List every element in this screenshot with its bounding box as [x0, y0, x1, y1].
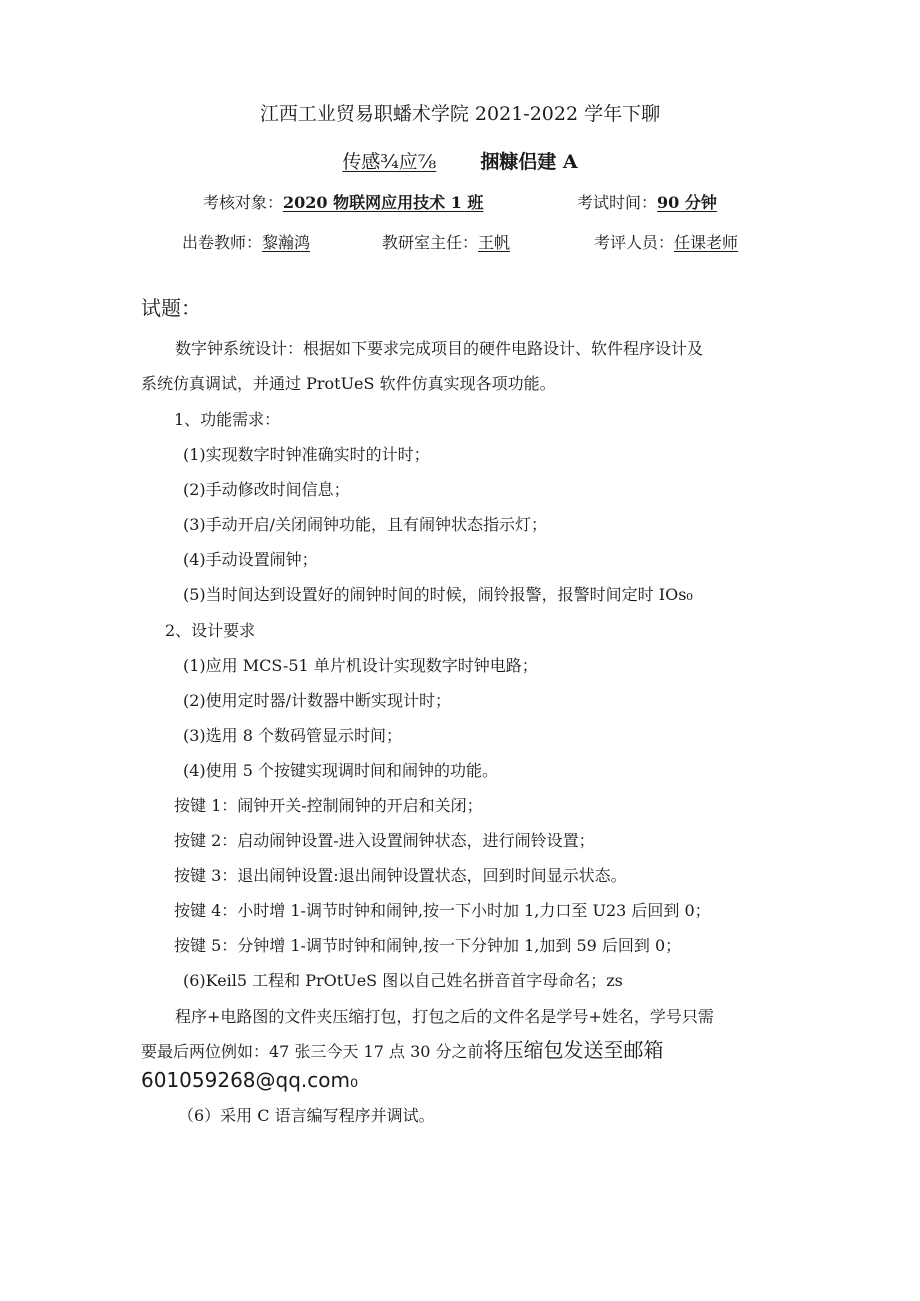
requirement-2-item-6a: (6)Keil5 工程和 PrOtUeS 图以自己姓名拼音首字母命名；zs [183, 971, 623, 990]
requirement-1-item: (4)手动设置闹钟； [183, 550, 318, 569]
email-address: 601059268@qq.com₀ [141, 1068, 359, 1092]
requirement-2-item: (3)选用 8 个数码管显示时间； [183, 726, 403, 745]
requirement-1-item: (3)手动开启/关闭闹钟功能，且有闹钟状态指示灯； [183, 515, 548, 534]
teacher-label: 出卷教师： [182, 233, 263, 252]
reviewer-value: 任课老师 [674, 233, 739, 252]
exam-director [382, 232, 510, 254]
intro-line-2: 系统仿真调试，并通过 ProtUeS 软件仿真实现各项功能。 [141, 374, 556, 393]
requirement-1-item: (1)实现数字时钟准确实时的计时； [183, 445, 430, 464]
exam-target [203, 192, 483, 214]
key-description: 按键 2：启动闹钟设置-进入设置闹钟状态，进行闹铃设置； [174, 831, 595, 850]
requirement-2-item: (1)应用 MCS-51 单片机设计实现数字时钟电路； [183, 656, 538, 675]
intro-line-1: 数字钟系统设计：根据如下要求完成项目的硬件电路设计、软件程序设计及 [175, 339, 704, 358]
paper-label: 捆糠侣建 A [480, 151, 578, 173]
packaging-line-2-text: 要最后两位例如：47 张三今天 17 点 30 分之前 [141, 1042, 484, 1061]
packaging-line-1: 程序+电路图的文件夹压缩打包，打包之后的文件名是学号+姓名，学号只需 [175, 1007, 714, 1026]
key-description: 按键 4：小时增 1-调节时钟和闹钟,按一下小时加 1,力口至 U23 后回到 0； [174, 901, 711, 920]
requirement-2-item-6b: （6）采用 C 语言编写程序并调试。 [178, 1106, 435, 1125]
director-value: 王帆 [478, 233, 511, 252]
packaging-line-2-emphasis: 将压缩包发送至邮箱 [483, 1038, 664, 1062]
time-value: 90 分钟 [657, 193, 717, 212]
requirement-1-item: (5)当时间达到设置好的闹钟时间的时候，闹铃报警，报警时间定时 IOs₀ [183, 585, 693, 604]
teacher-value: 黎瀚鸿 [262, 233, 311, 252]
requirement-2-item: (2)使用定时器/计数器中断实现计时； [183, 691, 452, 710]
target-value: 2020 物联网应用技术 1 班 [283, 193, 484, 212]
packaging-line-2 [141, 1039, 664, 1063]
exam-time [577, 192, 717, 214]
requirement-2-item: (4)使用 5 个按键实现调时间和闹钟的功能。 [183, 761, 499, 780]
requirement-1-item: (2)手动修改时间信息； [183, 480, 350, 499]
requirement-2-title: 2、设计要求 [165, 621, 256, 640]
key-description: 按键 3：退出闹钟设置:退出闹钟设置状态，回到时间显示状态。 [174, 866, 627, 885]
exam-subtitle [0, 149, 920, 175]
requirement-1-title: 1、功能需求： [174, 410, 281, 429]
target-label: 考核对象： [203, 193, 284, 212]
exam-teacher [182, 232, 310, 254]
key-description: 按键 1：闹钟开关-控制闹钟的开启和关闭； [174, 796, 483, 815]
key-description: 按键 5：分钟增 1-调节时钟和闹钟,按一下分钟加 1,加到 59 后回到 0； [174, 936, 682, 955]
director-label: 教研室主任： [382, 233, 479, 252]
course-name: 传感¾应⅞ [342, 151, 437, 173]
section-title: 试题： [141, 296, 201, 320]
exam-reviewer [594, 232, 738, 254]
reviewer-label: 考评人员： [594, 233, 675, 252]
time-label: 考试时间： [577, 193, 658, 212]
exam-title: 江西工业贸易职蟠术学院 2021-2022 学年下聊 [259, 103, 661, 125]
